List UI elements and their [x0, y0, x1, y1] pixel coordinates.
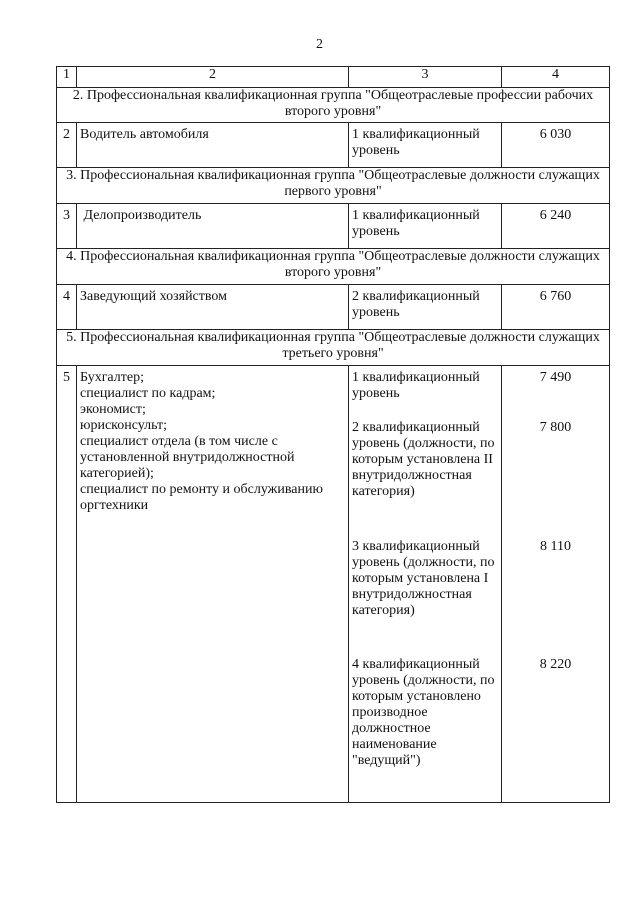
table-row	[57, 204, 610, 249]
qualification-level: 1 квалификационный уровень	[349, 123, 502, 168]
position-name: Заведующий хозяйством	[77, 285, 349, 330]
salary-value: 8 220	[539, 657, 572, 672]
group-title: 3. Профессиональная квалификационная группа "Общеотраслевые должности служащих первого уровня"	[57, 168, 610, 204]
salary-table	[56, 66, 610, 803]
salary-values	[502, 366, 610, 803]
position-name: юрисконсульт;	[80, 418, 168, 433]
position-name: экономист;	[80, 402, 146, 417]
header-cell: 4	[502, 67, 610, 88]
row-number: 2	[57, 123, 77, 168]
position-names	[77, 366, 349, 803]
salary-value: 8 110	[540, 539, 571, 554]
table-header-row	[57, 67, 610, 88]
qualification-level: 2 квалификационный уровень	[349, 285, 502, 330]
position-name: специалист отдела (в том числе с установленной внутридолжностной категорией);	[80, 434, 295, 481]
group-title-row	[57, 88, 610, 123]
salary-value: 6 030	[502, 123, 610, 168]
qualification-level: 1 квалификационный уровень	[352, 370, 480, 401]
row-number: 4	[57, 285, 77, 330]
salary-value: 7 490	[539, 370, 572, 385]
table-row	[57, 285, 610, 330]
table-row	[57, 123, 610, 168]
table-row	[57, 366, 610, 803]
position-name: специалист по ремонту и обслуживанию оргтехники	[80, 482, 323, 513]
header-cell: 2	[77, 67, 349, 88]
group-title-row	[57, 249, 610, 285]
position-name: Делопроизводитель	[77, 204, 349, 249]
qualification-level: 1 квалификационный уровень	[349, 204, 502, 249]
position-name: Бухгалтер;	[80, 370, 144, 385]
page-number: 2	[316, 37, 323, 52]
qualification-level: 4 квалификационный уровень (должности, по которым установлено производное должностное наименование "ведущий")	[352, 657, 495, 768]
position-name: Водитель автомобиля	[77, 123, 349, 168]
group-title: 5. Профессиональная квалификационная группа "Общеотраслевые должности служащих третьего уровня"	[57, 330, 610, 366]
header-cell: 1	[57, 67, 77, 88]
salary-value: 6 760	[502, 285, 610, 330]
qualification-levels	[349, 366, 502, 803]
row-number: 3	[57, 204, 77, 249]
group-title: 2. Профессиональная квалификационная группа "Общеотраслевые профессии рабочих второго уровня"	[57, 88, 610, 123]
qualification-level: 2 квалификационный уровень (должности, по которым установлена II внутридолжностная категория)	[352, 420, 495, 499]
row-number: 5	[57, 366, 77, 803]
group-title: 4. Профессиональная квалификационная группа "Общеотраслевые должности служащих второго уровня"	[57, 249, 610, 285]
group-title-row	[57, 330, 610, 366]
group-title-row	[57, 168, 610, 204]
salary-value: 6 240	[502, 204, 610, 249]
qualification-level: 3 квалификационный уровень (должности, по которым установлена I внутридолжностная категория)	[352, 539, 495, 618]
salary-value: 7 800	[539, 420, 572, 435]
position-name: специалист по кадрам;	[80, 386, 216, 401]
header-cell: 3	[349, 67, 502, 88]
